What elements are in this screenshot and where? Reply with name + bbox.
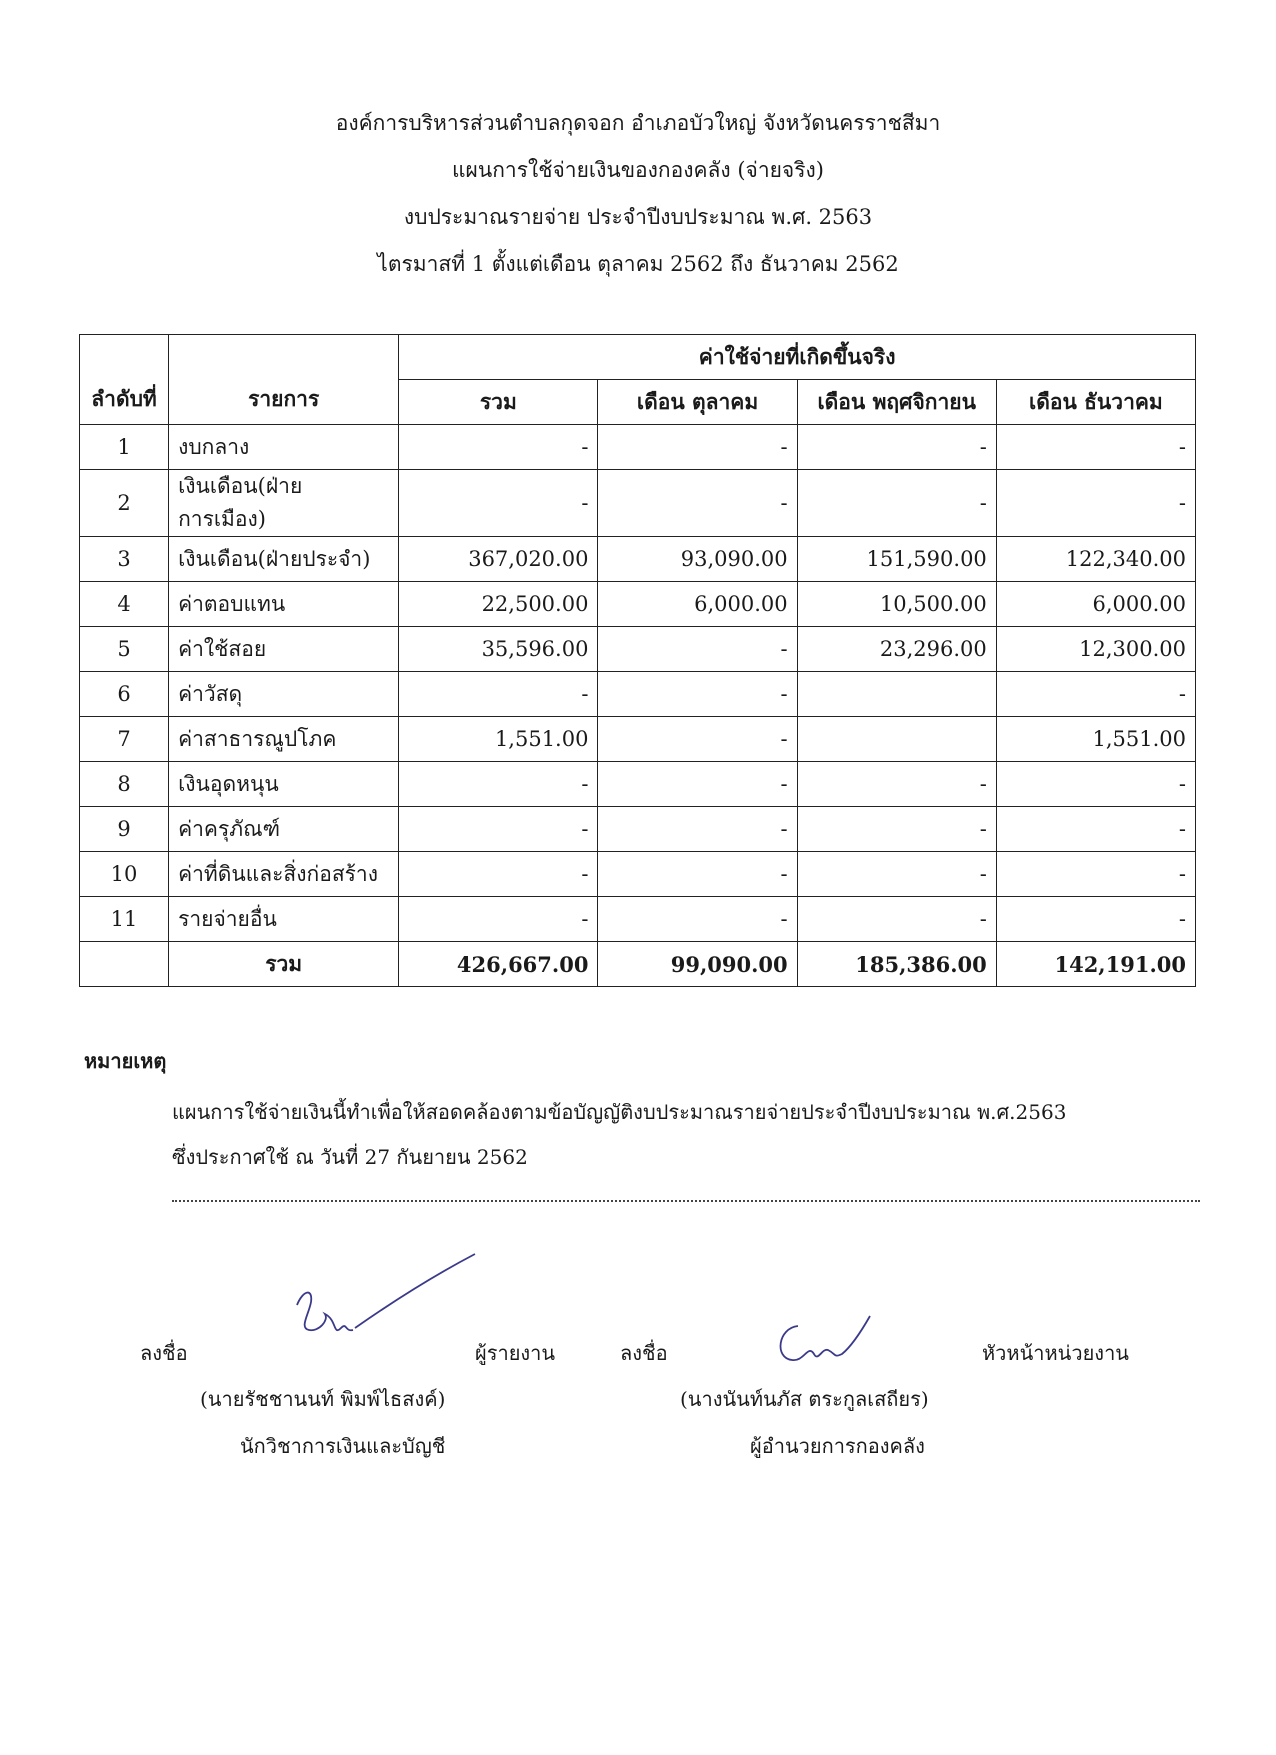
row-no-cell: 11	[80, 897, 169, 942]
row-nov-cell: -	[797, 470, 996, 537]
table-row	[80, 762, 1196, 807]
row-oct-cell: -	[598, 762, 797, 807]
col-header-total: รวม	[399, 380, 598, 425]
row-dec-cell: -	[996, 470, 1195, 537]
table-row	[80, 582, 1196, 627]
left-position: นักวิชาการเงินและบัญชี	[240, 1434, 446, 1458]
table-row	[80, 627, 1196, 672]
remark-line-2: ซึ่งประกาศใช้ ณ วันที่ 27 กันยายน 2562	[172, 1145, 528, 1169]
table-row	[80, 470, 1196, 537]
row-nov-cell	[797, 672, 996, 717]
col-header-no: ลำดับที่	[80, 335, 169, 425]
row-no-cell: 4	[80, 582, 169, 627]
row-dec-cell: -	[996, 807, 1195, 852]
right-signature-mark	[770, 1310, 880, 1370]
col-header-item: รายการ	[169, 335, 399, 425]
row-oct-cell: -	[598, 470, 797, 537]
row-nov-cell: -	[797, 852, 996, 897]
row-total-cell: -	[399, 762, 598, 807]
left-signature-mark	[285, 1250, 485, 1365]
row-no-cell: 6	[80, 672, 169, 717]
col-header-group: ค่าใช้จ่ายที่เกิดขึ้นจริง	[399, 335, 1196, 380]
row-no-cell: 8	[80, 762, 169, 807]
row-nov-cell	[797, 717, 996, 762]
row-oct-cell: -	[598, 852, 797, 897]
total-label-cell: รวม	[169, 942, 399, 987]
row-dec-cell: -	[996, 672, 1195, 717]
row-oct-cell: 93,090.00	[598, 537, 797, 582]
right-role: หัวหน้าหน่วยงาน	[982, 1341, 1129, 1365]
table-row	[80, 852, 1196, 897]
row-total-cell: 22,500.00	[399, 582, 598, 627]
row-nov-cell: 23,296.00	[797, 627, 996, 672]
table-row	[80, 425, 1196, 470]
col-header-nov: เดือน พฤศจิกายน	[797, 380, 996, 425]
row-no-cell: 1	[80, 425, 169, 470]
row-dec-cell: 12,300.00	[996, 627, 1195, 672]
table-row	[80, 897, 1196, 942]
row-nov-cell: -	[797, 807, 996, 852]
row-oct-cell: -	[598, 897, 797, 942]
row-nov-cell: 151,590.00	[797, 537, 996, 582]
row-dec-cell: -	[996, 897, 1195, 942]
remark-line-1: แผนการใช้จ่ายเงินนี้ทำเพื่อให้สอดคล้องตามข้อบัญญัติงบประมาณรายจ่ายประจำปีงบประมาณ พ.ศ.2563	[172, 1100, 1067, 1124]
row-item-cell: งบกลาง	[169, 425, 399, 470]
row-item-cell: ค่าที่ดินและสิ่งก่อสร้าง	[169, 852, 399, 897]
row-oct-cell: -	[598, 717, 797, 762]
row-item-cell: รายจ่ายอื่น	[169, 897, 399, 942]
row-total-cell: -	[399, 807, 598, 852]
row-item-cell: ค่าครุภัณฑ์	[169, 807, 399, 852]
remark-heading: หมายเหตุ	[84, 1049, 167, 1073]
row-no-cell: 3	[80, 537, 169, 582]
row-total-cell: -	[399, 470, 598, 537]
row-oct-cell: -	[598, 627, 797, 672]
row-nov-cell: -	[797, 762, 996, 807]
right-name: (นางนันท์นภัส ตระกูลเสถียร)	[680, 1387, 929, 1411]
budget-title: งบประมาณรายจ่าย ประจำปีงบประมาณ พ.ศ. 2563	[403, 205, 873, 229]
total-oct-cell: 99,090.00	[598, 942, 797, 987]
row-dec-cell: 1,551.00	[996, 717, 1195, 762]
row-oct-cell: -	[598, 672, 797, 717]
row-total-cell: -	[399, 852, 598, 897]
total-sum-cell: 426,667.00	[399, 942, 598, 987]
table-total-row	[80, 942, 1196, 987]
total-blank-cell	[80, 942, 169, 987]
row-item-cell: ค่าวัสดุ	[169, 672, 399, 717]
total-nov-cell: 185,386.00	[797, 942, 996, 987]
expense-table	[79, 334, 1196, 987]
row-dec-cell: 6,000.00	[996, 582, 1195, 627]
row-dec-cell: -	[996, 852, 1195, 897]
row-dec-cell: -	[996, 762, 1195, 807]
row-item-cell: ค่าสาธารณูปโภค	[169, 717, 399, 762]
row-item-cell: ค่าตอบแทน	[169, 582, 399, 627]
row-nov-cell: -	[797, 897, 996, 942]
table-row	[80, 537, 1196, 582]
row-oct-cell: -	[598, 425, 797, 470]
quarter-title: ไตรมาสที่ 1 ตั้งแต่เดือน ตุลาคม 2562 ถึง ธันวาคม 2562	[377, 252, 899, 276]
col-header-oct: เดือน ตุลาคม	[598, 380, 797, 425]
row-dec-cell: -	[996, 425, 1195, 470]
row-no-cell: 10	[80, 852, 169, 897]
row-no-cell: 7	[80, 717, 169, 762]
row-no-cell: 5	[80, 627, 169, 672]
table-row	[80, 807, 1196, 852]
row-nov-cell: 10,500.00	[797, 582, 996, 627]
row-item-cell: ค่าใช้สอย	[169, 627, 399, 672]
row-oct-cell: -	[598, 807, 797, 852]
remark-text	[172, 1090, 1066, 1180]
left-name: (นายรัชชานนท์ พิมพ์ไธสงค์)	[200, 1387, 446, 1411]
right-sign-label: ลงชื่อ	[620, 1341, 668, 1365]
total-dec-cell: 142,191.00	[996, 942, 1195, 987]
left-sign-label: ลงชื่อ	[140, 1341, 188, 1365]
col-header-dec: เดือน ธันวาคม	[996, 380, 1195, 425]
table-row	[80, 672, 1196, 717]
row-total-cell: 35,596.00	[399, 627, 598, 672]
row-dec-cell: 122,340.00	[996, 537, 1195, 582]
row-total-cell: -	[399, 672, 598, 717]
right-position: ผู้อำนวยการกองคลัง	[750, 1434, 925, 1458]
row-oct-cell: 6,000.00	[598, 582, 797, 627]
row-total-cell: -	[399, 897, 598, 942]
row-item-cell: เงินอุดหนุน	[169, 762, 399, 807]
plan-title: แผนการใช้จ่ายเงินของกองคลัง (จ่ายจริง)	[452, 158, 824, 182]
left-role: ผู้รายงาน	[475, 1341, 556, 1365]
row-total-cell: 367,020.00	[399, 537, 598, 582]
organization-title: องค์การบริหารส่วนตำบลกุดจอก อำเภอบัวใหญ่ จังหวัดนครราชสีมา	[335, 111, 941, 135]
row-total-cell: 1,551.00	[399, 717, 598, 762]
row-item-cell: เงินเดือน(ฝ่ายประจำ)	[169, 537, 399, 582]
row-no-cell: 9	[80, 807, 169, 852]
row-no-cell: 2	[80, 470, 169, 537]
dotted-divider	[172, 1188, 1200, 1202]
row-item-cell: เงินเดือน(ฝ่ายการเมือง)	[169, 470, 399, 537]
table-row	[80, 717, 1196, 762]
document-header	[0, 100, 1276, 288]
row-total-cell: -	[399, 425, 598, 470]
row-nov-cell: -	[797, 425, 996, 470]
